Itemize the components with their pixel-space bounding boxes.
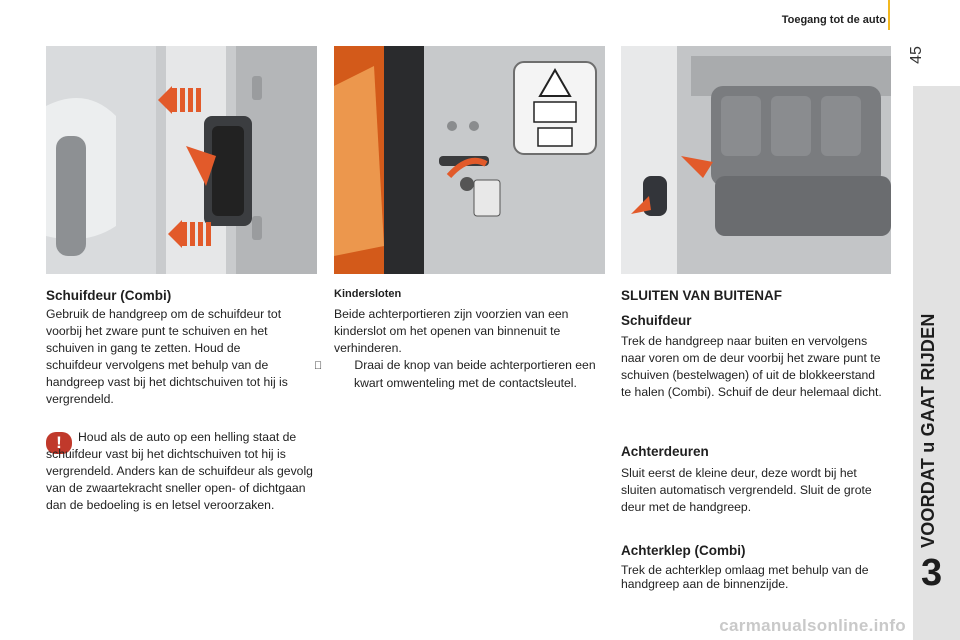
heading-tailgate: Achterklep (Combi) (621, 543, 746, 558)
child-lock-bullet-text: Draai de knop van beide achterportieren een kwart omwenteling met de contactsleutel. (354, 358, 596, 389)
child-lock-bullet (334, 357, 600, 392)
bullet-icon (334, 358, 351, 375)
chapter-tab-label: VOORDAT u GAAT RIJDEN (918, 313, 938, 548)
sliding-door-photo (46, 46, 317, 274)
heading-child-locks: Kindersloten (334, 288, 402, 300)
warning-note (46, 429, 318, 514)
page-number: 45 (907, 46, 925, 64)
heading-rear-doors: Achterdeuren (621, 444, 709, 459)
sliding-door-text: Gebruik de handgreep om de schuifdeur tot voorbij het zware punt te schuiven en het schuiven in gang te zetten. Houd de schuifdeur vervolgens met behulp van de handgreep vast bij het dichtschuiven tot hij is vergrendeld. (46, 307, 288, 406)
watermark: carmanualsonline.info (719, 616, 906, 635)
heading-sliding-door-outside: Schuifdeur (621, 313, 692, 328)
chapter-number: 3 (921, 552, 943, 594)
heading-closing-outside: SLUITEN VAN BUITENAF (621, 288, 782, 303)
heading-sliding-door: Schuifdeur (Combi) (46, 288, 172, 303)
van-interior-photo (621, 46, 891, 274)
warning-text: Houd als de auto op een helling staat de schuifdeur vast bij het dichtschuiven tot hij is vergrendeld. Anders kan de schuifdeur als gevolg van de zwaartekracht sneller open- of dichtgaan dan de bedoeling is en letsel veroorzaken. (46, 430, 313, 512)
section-title: Toegang tot de auto (781, 14, 886, 26)
rear-doors-text: Sluit eerst de kleine deur, deze wordt bij het sluiten automatisch vergrendeld. Sluit de grote deur met de handgreep. (621, 466, 872, 514)
sliding-door-outside-text: Trek de handgreep naar buiten en vervolgens naar voren om de deur voorbij het zware punt te schuiven (bestelwagen) of uit de blokkeerstand te halen (Combi). Schuif de deur helemaal dicht. (621, 334, 882, 399)
child-lock-text: Beide achterportieren zijn voorzien van een kinderslot om het openen van binnenuit te verhinderen. (334, 307, 569, 355)
header-accent-bar (888, 0, 890, 30)
tailgate-text: Trek de achterklep omlaag met behulp van de handgreep aan de binnenzijde. (621, 563, 869, 591)
warning-icon: ! (46, 432, 72, 454)
child-lock-photo (334, 46, 605, 274)
